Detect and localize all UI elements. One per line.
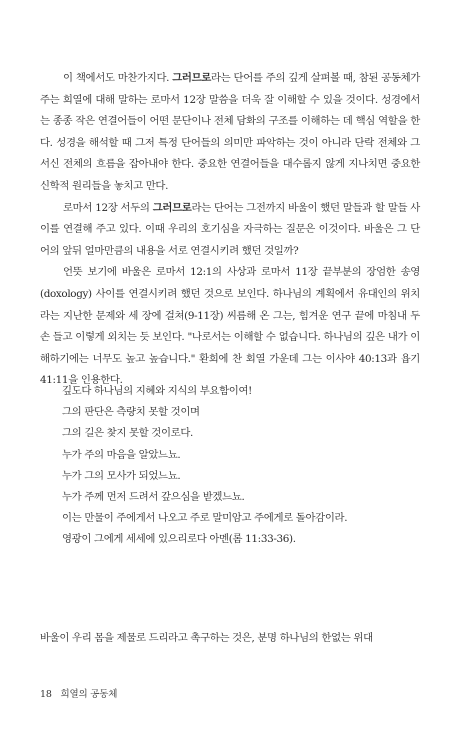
quote-line: 영광이 그에게 세세에 있으리로다 아멘(롬 11:33-36).: [62, 533, 296, 546]
body-text: [40, 68, 420, 392]
paragraph-2: [40, 198, 420, 263]
running-title: 희열의 공동체: [60, 689, 118, 700]
page-number: 18: [40, 689, 52, 700]
quote-line: 누가 주의 마음을 알았느뇨.: [62, 448, 181, 461]
quote-line: 깊도다 하나님의 지혜와 지식의 부요함이여!: [62, 385, 253, 397]
quote-line: 누가 주께 먼저 드려서 갚으심을 받겠느뇨.: [62, 491, 245, 504]
paragraph-1-text-c: 라는 단어를 주의 깊게 살펴볼 때, 참된 공동체가 주는 희열에 대해 말하는 로마서 12장 말씀을 더욱 잘 이해할 수 있을 것이다. 성경에서는 종종 작은 연결어들이 어떤 문단이나 전체 담화의 구조를 이해하는 데 핵심 역할을 한다. 성경을 해석할 때 그저 특정 단어들의 의미만 파악하는 것이 아니라 단락 전체와 그 서신 전체의 흐름을 잡아내야 한다. 중요한 연결어들을 대수롭지 않게 지나치면 중요한 신학적 원리들을 놓치고 만다.: [40, 72, 420, 192]
paragraph-1: [40, 68, 420, 198]
paragraph-2-text-c: 라는 단어는 그전까지 바울이 했던 말들과 할 말들 사이를 연결해 주고 있다. 이때 우리의 호기심을 자극하는 질문은 이것이다. 바울은 그 단어의 앞뒤 얼마만큼의 내용을 서로 연결시키려 했던 것일까?: [40, 201, 420, 257]
keyword-therefore: 그러므로: [152, 201, 192, 214]
paragraph-3: 언뜻 보기에 바울은 로마서 12:1의 사상과 로마서 11장 끝부분의 장엄한 송영(doxology) 사이를 연결시키려 했던 것으로 보인다. 하나님의 계획에서 유대인의 위치라는 지난한 문제와 세 장에 걸쳐(9-11장) 씨름해 온 그는, 힘겨운 연구 끝에 마침내 두 손 들고 이렇게 외치는 듯 보인다. "나로서는 이해할 수 없습니다. 하나님의 깊은 내가 이해하기에는 너무도 높고 높습니다." 환희에 찬 회열 가운데 그는 이사야 40:13과 욥기 41:11을 인용한다.: [40, 266, 420, 387]
quote-line: 누가 그의 모사가 되었느뇨.: [62, 469, 181, 482]
keyword-therefore: 그러므로: [172, 72, 211, 84]
paragraph-after-quote: 바울이 우리 몸을 제물로 드리라고 촉구하는 것은, 분명 하나님의 한없는 위대: [40, 632, 373, 644]
scripture-quote: [62, 381, 392, 551]
page-footer: [40, 686, 117, 700]
quote-line: 그의 판단은 측량치 못할 것이며: [62, 406, 200, 419]
paragraph-2-text-a: 로마서 12장 서두의: [63, 201, 153, 214]
quote-line: 그의 길은 찾지 못할 것이로다.: [62, 427, 194, 440]
quote-line: 이는 만물이 주에게서 나오고 주로 말미암고 주에게로 돌아감이라.: [62, 512, 348, 525]
paragraph-1-text-a: 이 책에서도 마찬가지다.: [63, 72, 173, 84]
